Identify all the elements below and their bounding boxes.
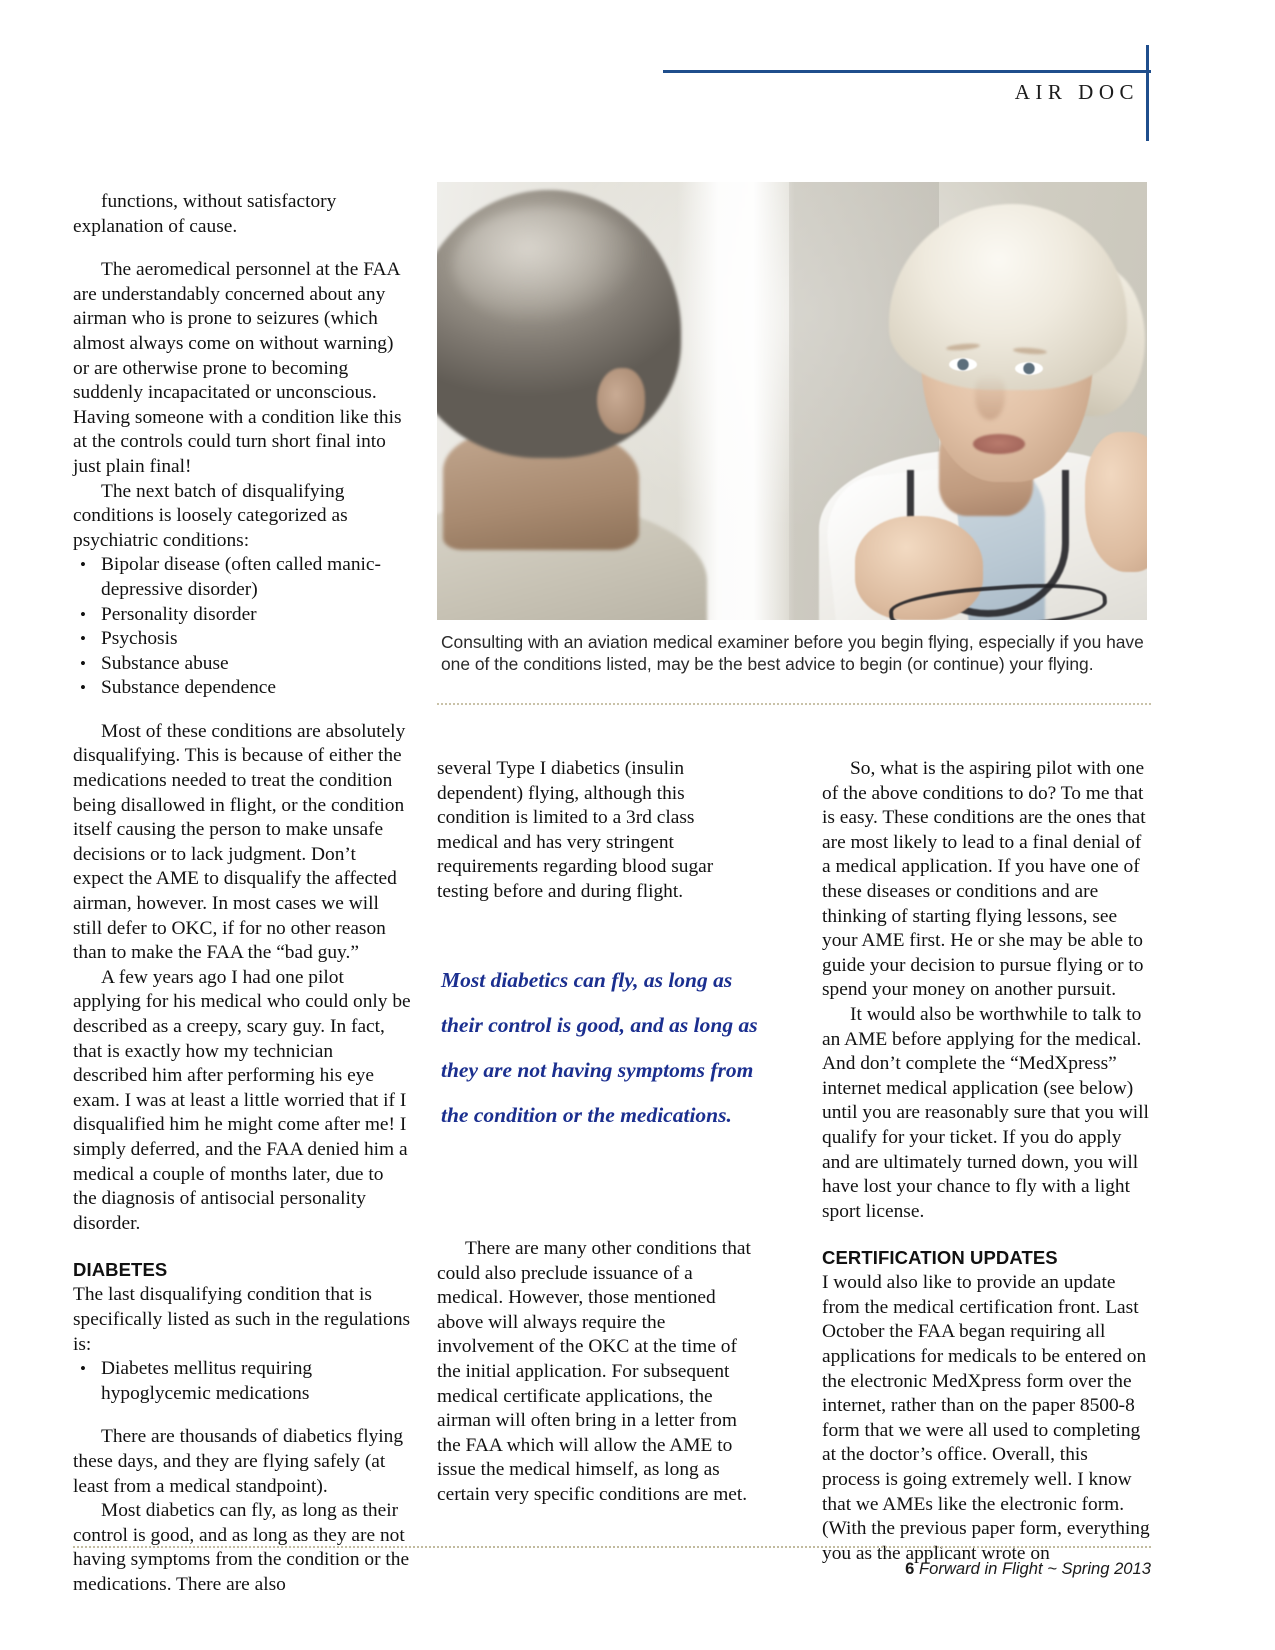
page-masthead — [0, 0, 1275, 150]
doctor-eye-right — [1015, 362, 1043, 375]
paragraph: The last disqualifying condition that is specifically listed as such in the regulations is: — [73, 1284, 411, 1355]
paragraph: several Type I diabetics (insulin dependent) flying, although this condition is limited to a 3rd class medical and has very stringent requirements regarding blood sugar testing before and during flight. — [437, 758, 714, 902]
list-item: • Personality disorder — [101, 603, 411, 628]
column-left — [73, 190, 411, 1597]
paragraph: The next batch of disqualifying conditions is loosely categorized as psychiatric conditions: — [73, 480, 348, 551]
photo-background — [437, 182, 1147, 620]
psychiatric-conditions-list — [73, 553, 411, 701]
footer-page-number: 6 — [905, 1559, 915, 1578]
paragraph: So, what is the aspiring pilot with one of the above conditions to do? To me that is easy. These conditions are the ones that are most likely to lead to a final denial of a medical application. If you have one of these diseases or conditions and are thinking of starting flying lessons, see your AME first. He or she may be able to guide your decision to pursue flying or to spend your money on another pursuit. — [822, 758, 1146, 1001]
paragraph: Most diabetics can fly, as long as their control is good, and as long as they are not having symptoms from the condition or the medications. There are also — [73, 1500, 410, 1595]
pull-quote: Most diabetics can fly, as long as their control is good, and as long as they are not having symptoms from the condition or the medications. — [441, 968, 758, 1127]
paragraph: functions, without satisfactory explanation of cause. — [73, 191, 337, 237]
list-item: • Psychosis — [101, 627, 411, 652]
paragraph: The aeromedical personnel at the FAA are understandably concerned about any airman who is prone to seizures (which almost always come on without warning) or are otherwise prone to becoming suddenly incapacitated or unconscious. Having someone with a condition like this at the controls could turn short final into just plain final! — [73, 259, 402, 477]
column-right — [822, 757, 1150, 1566]
patient-ear — [597, 368, 645, 434]
caption-divider — [437, 703, 1151, 706]
doctor-mouth — [973, 434, 1025, 454]
masthead-vertical-tick — [1146, 45, 1149, 141]
page-footer — [905, 1559, 1151, 1579]
list-item: • Substance abuse — [101, 652, 411, 677]
list-item: • Substance dependence — [101, 676, 411, 701]
photo-caption: Consulting with an aviation medical examiner before you begin flying, especially if you have one of the conditions listed, may be the best advice to begin (or continue) your flying. — [441, 632, 1144, 675]
masthead-horizontal-rule — [663, 70, 1151, 73]
consultation-photo — [437, 182, 1147, 620]
doctor-nose — [975, 374, 1005, 420]
paragraph: There are thousands of diabetics flying these days, and they are flying safely (at least from a medical standpoint). — [73, 1426, 404, 1497]
list-item: • Bipolar disease (often called manic-depressive disorder) — [101, 553, 411, 602]
doctor-eye-left — [949, 358, 977, 371]
paragraph: Most of these conditions are absolutely disqualifying. This is because of either the medications needed to treat the condition being disallowed in flight, or the condition itself causing the person to make unsafe decisions or to lack judgment. Don’t expect the AME to disqualify the affected airman, however. In most cases we will still defer to OKC, if for no other reason than to make the FAA the “bad guy.” — [73, 720, 406, 964]
column-middle — [437, 757, 757, 905]
section-heading-certification-updates: CERTIFICATION UPDATES — [822, 1247, 1058, 1269]
footer-publication: Forward in Flight ~ Spring 2013 — [919, 1559, 1151, 1578]
masthead-title: AIR DOC — [1014, 80, 1139, 104]
paragraph: A few years ago I had one pilot applying for his medical who could only be described as a creepy, scary guy. In fact, that is exactly how my technician described him after performing his eye exam. I was at least a little worried that if I disqualified him he might come after me! I simply deferred, and the FAA denied him a medical a couple of months later, due to the diagnosis of antisocial personality disorder. — [73, 966, 411, 1234]
paragraph: It would also be worthwhile to talk to an AME before applying for the medical. And don’t complete the “MedXpress” internet medical application (see below) until you are reasonably sure that you will qualify for your ticket. If you do apply and are ultimately turned down, you will have lost your chance to fly with a light sport license. — [822, 1003, 1149, 1222]
paragraph: There are many other conditions that could also preclude issuance of a medical. However, those mentioned above will always require the involvement of the OKC at the time of the initial application. For subsequent medical certificate applications, the airman will often bring in a letter from the FAA which will allow the AME to issue the medical himself, as long as certain very specific conditions are met. — [437, 1238, 751, 1505]
list-item: • Diabetes mellitus requiring hypoglycemic medications — [101, 1357, 411, 1406]
column-middle-lower — [437, 1237, 757, 1508]
patient-hair-highlight — [453, 206, 643, 326]
diabetes-conditions-list — [73, 1357, 411, 1406]
section-heading-diabetes: DIABETES — [73, 1259, 168, 1281]
footer-divider — [73, 1546, 1151, 1549]
paragraph: I would also like to provide an update from the medical certification front. Last October the FAA began requiring all applications for medicals to be entered on the electronic MedXpress form over the internet, rather than on the paper 8500-8 form that we were all used to completing at the doctor’s office. Overall, this process is going extremely well. I know that we AMEs like the electronic form. (With the previous paper form, everything you as the applicant wrote on — [822, 1272, 1150, 1564]
